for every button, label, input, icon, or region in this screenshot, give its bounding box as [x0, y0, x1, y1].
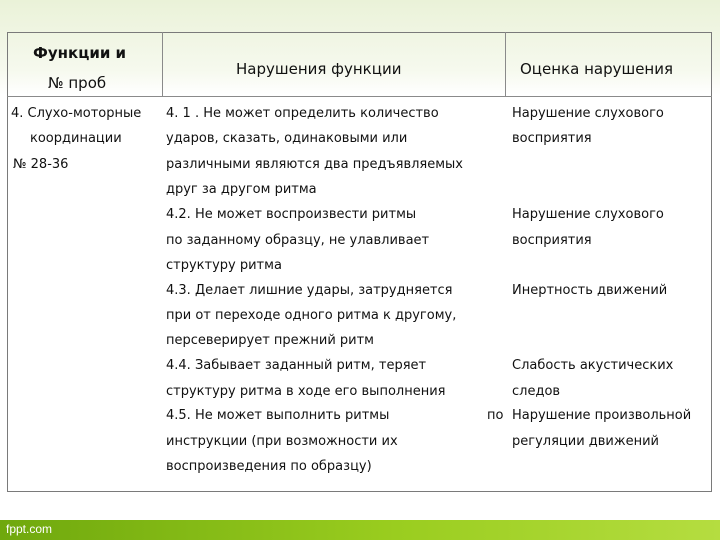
assessment-4-2-line2: восприятия: [512, 233, 592, 248]
function-name-line2: координации: [30, 131, 122, 146]
header-functions-line1: Функции и: [33, 44, 127, 62]
header-divider-2: [505, 32, 506, 97]
footer-brand-text: fppt.com: [6, 522, 53, 536]
header-bottom-border: [7, 96, 712, 97]
violation-4-5-line3: воспроизведения по образцу): [166, 459, 372, 474]
violation-4-1-line2: ударов, сказать, одинаковыми или: [166, 131, 408, 146]
violation-4-3-line1: 4.3. Делает лишние удары, затрудняется: [166, 283, 453, 298]
violation-4-4-line2: структуру ритма в ходе его выполнения: [166, 384, 446, 399]
assessment-4-5-line1: Нарушение произвольной: [512, 408, 692, 423]
function-name-line1: 4. Слухо-моторные: [11, 106, 142, 121]
assessment-4-1-line2: восприятия: [512, 131, 592, 146]
header-assessment: Оценка нарушения: [520, 60, 674, 78]
violation-4-2-line2: по заданному образцу, не улавливает: [166, 233, 430, 248]
assessment-4-5-line2: регуляции движений: [512, 434, 659, 449]
violation-4-2-line3: структуру ритма: [166, 258, 282, 273]
violation-4-1-line3: различными являются два предъявляемых: [166, 157, 463, 172]
violation-4-3-line3: персеверирует прежний ритм: [166, 333, 374, 348]
header-functions-line2: № проб: [48, 74, 107, 92]
violation-4-1-line1: 4. 1 . Не может определить количество: [166, 106, 439, 121]
violation-4-2-line1: 4.2. Не может воспроизвести ритмы: [166, 207, 417, 222]
violation-4-5-line1: 4.5. Не может выполнить ритмы: [166, 408, 390, 423]
assessment-4-4-line2: следов: [512, 384, 561, 399]
violation-4-5-line2: инструкции (при возможности их: [166, 434, 398, 449]
footer-bar: [0, 520, 720, 540]
assessment-4-1-line1: Нарушение слухового: [512, 106, 664, 121]
function-test-numbers: № 28-36: [13, 157, 69, 172]
violation-4-5-trailing-word: по: [487, 408, 504, 423]
header-divider-1: [162, 32, 163, 97]
violation-4-4-line1: 4.4. Забывает заданный ритм, теряет: [166, 358, 427, 373]
violation-4-3-line2: при от переходе одного ритма к другому,: [166, 308, 457, 323]
header-violations: Нарушения функции: [236, 60, 402, 78]
assessment-4-3-line1: Инертность движений: [512, 283, 668, 298]
assessment-4-2-line1: Нарушение слухового: [512, 207, 664, 222]
violation-4-1-line4: друг за другом ритма: [166, 182, 317, 197]
assessment-4-4-line1: Слабость акустических: [512, 358, 674, 373]
